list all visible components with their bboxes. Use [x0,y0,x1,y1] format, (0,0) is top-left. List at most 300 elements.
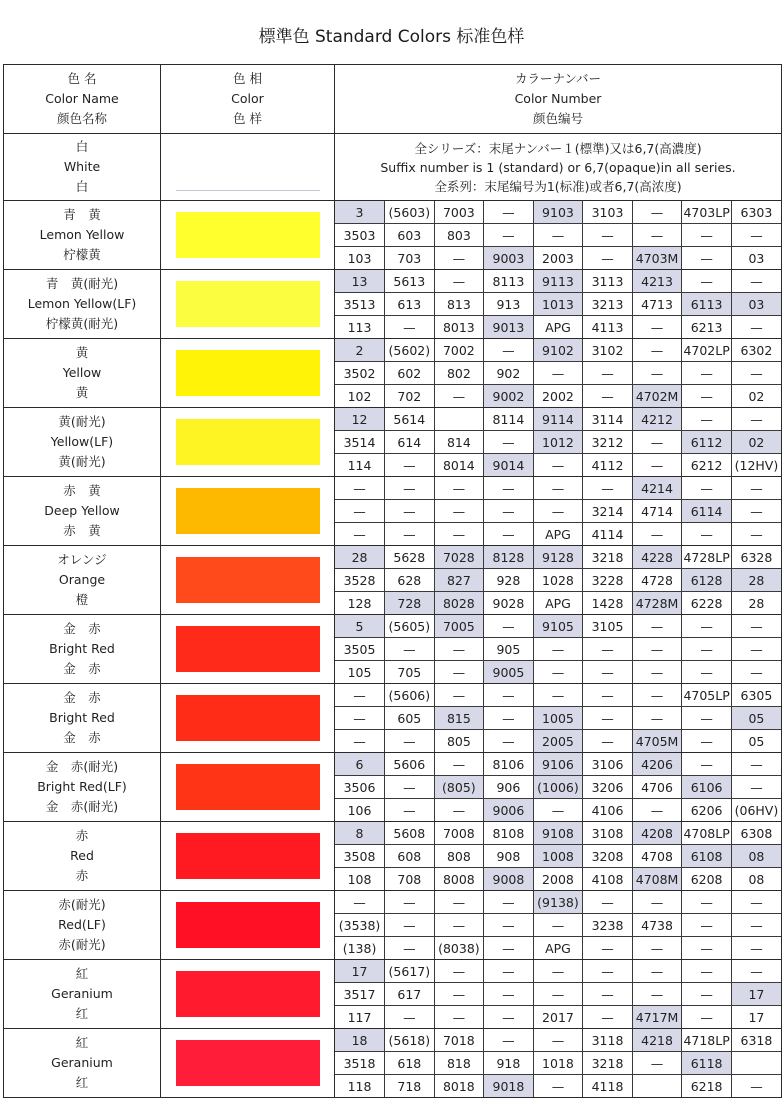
color-number: 814 [434,431,484,454]
color-number-grid [335,477,781,545]
color-number: 17 [731,1006,781,1029]
color-number: — [583,891,633,914]
color-number: — [632,983,682,1006]
color-name [4,684,161,753]
color-number: 3505 [335,638,385,661]
color-number: (8038) [434,937,484,960]
color-number: 4118 [583,1075,633,1098]
color-number: 605 [385,707,435,730]
color-number: — [632,201,682,224]
color-name-line: 青 黄 [63,207,101,222]
color-number: — [434,1006,484,1029]
swatch-cell [161,1029,335,1098]
color-number: 7005 [434,615,484,638]
swatch-cell [161,822,335,891]
color-number: — [484,339,534,362]
color-number: — [335,707,385,730]
color-number-cell [335,477,782,546]
color-number: 6213 [682,316,732,339]
color-name-line: 青 黄(耐光) [45,276,119,291]
color-number: — [385,523,435,546]
color-name-line: Lemon Yellow [39,227,125,242]
color-number: (5617) [385,960,435,983]
color-number: — [484,523,534,546]
color-number: — [682,247,732,270]
swatch-cell [161,546,335,615]
color-swatch [176,212,320,258]
color-number: 818 [434,1052,484,1075]
color-name-line: 黄(耐光) [58,454,106,469]
color-number-line [335,431,781,454]
swatch-cell [161,408,335,477]
color-name [4,960,161,1029]
color-number: — [731,316,781,339]
color-name-line: Deep Yellow [44,503,120,518]
color-name-line: 赤(耐光) [58,897,106,912]
color-number: 108 [335,868,385,891]
color-number: — [484,201,534,224]
color-number: — [385,454,435,477]
color-number: 3114 [583,408,633,431]
color-number: (9138) [533,891,583,914]
color-number-grid [335,684,781,752]
color-number: 4708M [632,868,682,891]
color-number: 9014 [484,454,534,477]
color-number: — [682,362,732,385]
color-number: 9105 [533,615,583,638]
color-row [4,339,782,408]
color-number: — [682,661,732,684]
color-number: — [533,799,583,822]
standard-colors-table [3,64,782,1098]
color-number: — [385,799,435,822]
color-number: — [731,1075,781,1098]
color-swatch [176,488,320,534]
color-number: 3238 [583,914,633,937]
color-number: 4702LP [682,339,732,362]
color-number: 918 [484,1052,534,1075]
color-number-grid [335,960,781,1028]
color-number: — [533,500,583,523]
color-number: 5 [335,615,385,638]
color-number-cell [335,753,782,822]
color-number: — [335,730,385,753]
color-number: APG [533,592,583,615]
color-number-line [335,638,781,661]
color-name [4,891,161,960]
color-number: 6 [335,753,385,776]
color-number: — [533,661,583,684]
color-number-cell [335,891,782,960]
color-number: 3503 [335,224,385,247]
color-number: 18 [335,1029,385,1052]
color-number: 6302 [731,339,781,362]
color-number-line [335,822,781,845]
color-number: 5613 [385,270,435,293]
color-number: — [632,661,682,684]
color-number: 4703M [632,247,682,270]
color-number: — [682,408,732,431]
color-number-line [335,615,781,638]
color-number: 9003 [484,247,534,270]
color-number: 2002 [533,385,583,408]
color-number: — [434,661,484,684]
color-name-line: 紅 [75,1035,89,1050]
color-number: 4718LP [682,1029,732,1052]
color-number: — [632,523,682,546]
color-number: — [484,431,534,454]
color-number: — [385,477,435,500]
color-number: 4212 [632,408,682,431]
color-row [4,615,782,684]
color-number: 702 [385,385,435,408]
color-number: — [385,316,435,339]
color-number: 4228 [632,546,682,569]
color-number: 815 [434,707,484,730]
swatch-cell [161,339,335,408]
color-number: — [682,891,732,914]
color-number-line [335,454,781,477]
color-number: — [335,500,385,523]
color-number: APG [533,316,583,339]
color-number: 6118 [682,1052,732,1075]
color-number: 4738 [632,914,682,937]
color-number: APG [533,523,583,546]
color-number-line [335,868,781,891]
color-number: 4728 [632,569,682,592]
color-number: 9102 [533,339,583,362]
color-number: 8018 [434,1075,484,1098]
color-name-line: Yellow(LF) [50,434,114,449]
color-number: 7002 [434,339,484,362]
color-name-line: 紅 [75,966,89,981]
color-number: — [434,523,484,546]
color-swatch [176,764,320,810]
color-number-grid [335,753,781,821]
color-number: — [632,799,682,822]
color-number: — [731,477,781,500]
color-number: (3538) [335,914,385,937]
color-number: 602 [385,362,435,385]
color-number: 128 [335,592,385,615]
color-number: 728 [385,592,435,615]
color-number: 6328 [731,546,781,569]
color-number-cell [335,339,782,408]
color-row [4,546,782,615]
color-number: 4703LP [682,201,732,224]
color-number: 705 [385,661,435,684]
color-number: — [632,316,682,339]
color-number: (138) [335,937,385,960]
color-number: 614 [385,431,435,454]
color-number: 4728M [632,592,682,615]
color-number: — [385,730,435,753]
color-number-cell [335,270,782,339]
color-number: 608 [385,845,435,868]
color-number: 4706 [632,776,682,799]
color-number-line [335,845,781,868]
color-number: 12 [335,408,385,431]
color-number: — [484,914,534,937]
color-number: 4702M [632,385,682,408]
color-name [4,753,161,822]
color-number: — [682,937,732,960]
color-number: 618 [385,1052,435,1075]
color-row [4,684,782,753]
color-number: — [484,983,534,1006]
color-number: 2003 [533,247,583,270]
color-swatch [176,971,320,1017]
color-number: 8128 [484,546,534,569]
color-number-line [335,316,781,339]
color-number: — [731,753,781,776]
color-number: — [385,891,435,914]
color-number: — [682,615,732,638]
color-number: 708 [385,868,435,891]
color-name-line: Orange [58,572,106,587]
color-number: — [385,937,435,960]
header-color-name: 色 名 Color Name 颜色名称 [4,65,161,134]
color-number: — [484,960,534,983]
color-number: 9005 [484,661,534,684]
color-number: — [335,523,385,546]
color-number: — [731,408,781,431]
color-number: 4218 [632,1029,682,1052]
color-number: 4705LP [682,684,732,707]
color-name-line: 橙 [75,592,89,607]
color-row [4,822,782,891]
color-number: 3218 [583,546,633,569]
swatch-cell [161,615,335,684]
color-number: 902 [484,362,534,385]
color-number: 28 [335,546,385,569]
color-number: 913 [484,293,534,316]
color-number-line [335,1006,781,1029]
color-number: 03 [731,293,781,316]
color-number [632,1075,682,1098]
color-number-cell [335,960,782,1029]
color-number: — [434,983,484,1006]
color-number: — [682,730,732,753]
color-number: 6318 [731,1029,781,1052]
color-number: — [434,270,484,293]
color-number-line [335,983,781,1006]
color-swatch [176,833,320,879]
color-swatch [176,1040,320,1086]
color-number: — [434,247,484,270]
color-number-line [335,523,781,546]
color-name-line: Bright Red(LF) [37,779,127,794]
color-number: 17 [335,960,385,983]
color-number-line [335,730,781,753]
color-row-white [4,134,782,201]
color-number: — [682,753,732,776]
color-name [4,615,161,684]
color-number: — [385,1006,435,1029]
color-number: 4214 [632,477,682,500]
color-name-line: 金 赤(耐光) [45,759,119,774]
swatch-cell [161,270,335,339]
color-number-line [335,592,781,615]
color-number-cell [335,1029,782,1098]
color-number: 3502 [335,362,385,385]
color-row [4,270,782,339]
color-number: — [583,1006,633,1029]
color-number: — [583,362,633,385]
color-number: 28 [731,569,781,592]
swatch-cell [161,753,335,822]
color-number: 6208 [682,868,732,891]
color-row [4,477,782,546]
color-number: 9114 [533,408,583,431]
color-number: (5618) [385,1029,435,1052]
color-number: 5628 [385,546,435,569]
color-number-line [335,799,781,822]
color-number: 1013 [533,293,583,316]
color-number: 9103 [533,201,583,224]
color-number: 6308 [731,822,781,845]
color-number: — [731,638,781,661]
color-number: 3105 [583,615,633,638]
color-name-line: Yellow [62,365,102,380]
color-number: 4113 [583,316,633,339]
color-number: 3113 [583,270,633,293]
color-swatch-white [176,144,320,191]
color-number-line [335,569,781,592]
color-number: — [484,684,534,707]
color-name-line: 柠檬黄(耐光) [45,316,119,331]
color-number-line [335,247,781,270]
color-swatch [176,281,320,327]
color-number: 4708 [632,845,682,868]
color-number: 1428 [583,592,633,615]
page-title: 標準色 Standard Colors 标准色样 [258,27,525,47]
color-name-line: 赤 黄 [63,483,101,498]
color-number: — [731,661,781,684]
color-number: — [632,339,682,362]
swatch-cell [161,891,335,960]
color-number: 802 [434,362,484,385]
color-number: 6113 [682,293,732,316]
color-number: (5603) [385,201,435,224]
color-number: — [731,270,781,293]
color-number-line [335,270,781,293]
color-number-line [335,1075,781,1098]
color-number-line [335,500,781,523]
color-number: — [731,937,781,960]
color-number: — [731,500,781,523]
color-number: 118 [335,1075,385,1098]
color-number: 8013 [434,316,484,339]
color-number: — [632,431,682,454]
color-number: 3513 [335,293,385,316]
color-name-line: 金 赤(耐光) [45,799,119,814]
color-name-line: Bright Red [49,710,115,725]
color-number-grid [335,546,781,614]
suffix-note: 全シリーズ：末尾ナンバー１(標準)又は6,7(高濃度) Suffix number is 1 (standard) or 6,7(opaque)in all series. 全系列：末尾编号为1(标准)或者6,7(高浓度) [335,134,782,201]
color-number: — [434,385,484,408]
color-number: — [533,454,583,477]
color-row [4,1029,782,1098]
color-number: 17 [731,983,781,1006]
color-number-cell [335,684,782,753]
color-number: — [632,891,682,914]
color-number-line [335,753,781,776]
color-name [4,1029,161,1098]
color-name-line: 金 赤 [63,621,101,636]
color-number: — [682,707,732,730]
color-number: 02 [731,385,781,408]
color-number: — [682,224,732,247]
color-number: 103 [335,247,385,270]
color-number: 2017 [533,1006,583,1029]
color-number: — [533,477,583,500]
color-number: 114 [335,454,385,477]
color-number-line [335,776,781,799]
color-number: — [434,960,484,983]
color-number: 3508 [335,845,385,868]
color-name-line: オレンジ [57,552,107,567]
color-number: (805) [434,776,484,799]
color-swatch [176,350,320,396]
color-number: 4206 [632,753,682,776]
color-name [4,201,161,270]
color-number: 9108 [533,822,583,845]
color-number: — [533,1075,583,1098]
color-number: — [632,615,682,638]
color-number: 908 [484,845,534,868]
color-name-line: 黄 [75,345,89,360]
color-name [4,339,161,408]
color-number: — [335,891,385,914]
color-number: 905 [484,638,534,661]
color-number: — [484,707,534,730]
color-name-line: 柠檬黄 [63,247,101,262]
color-row [4,408,782,477]
color-number: 803 [434,224,484,247]
color-number: — [682,960,732,983]
color-row [4,753,782,822]
color-name [4,477,161,546]
color-name-line: 金 赤 [63,730,101,745]
swatch-cell [161,684,335,753]
color-number: 8028 [434,592,484,615]
color-number: 4714 [632,500,682,523]
color-number: — [484,1006,534,1029]
color-name-line: 赤 [75,828,89,843]
color-number: (5605) [385,615,435,638]
color-number: 3102 [583,339,633,362]
color-number: 4112 [583,454,633,477]
color-number: — [484,1029,534,1052]
color-number: 3103 [583,201,633,224]
color-number: 2008 [533,868,583,891]
color-number: — [583,983,633,1006]
color-number: — [682,270,732,293]
color-number: 3212 [583,431,633,454]
color-row [4,960,782,1029]
color-number: — [632,684,682,707]
color-number-cell [335,201,782,270]
color-number: 3514 [335,431,385,454]
color-number: 6218 [682,1075,732,1098]
color-number-grid [335,891,781,959]
color-number: — [484,477,534,500]
color-name-line: 红 [75,1075,89,1090]
color-number: 4717M [632,1006,682,1029]
color-number: (5602) [385,339,435,362]
color-name-line: 红 [75,1006,89,1021]
